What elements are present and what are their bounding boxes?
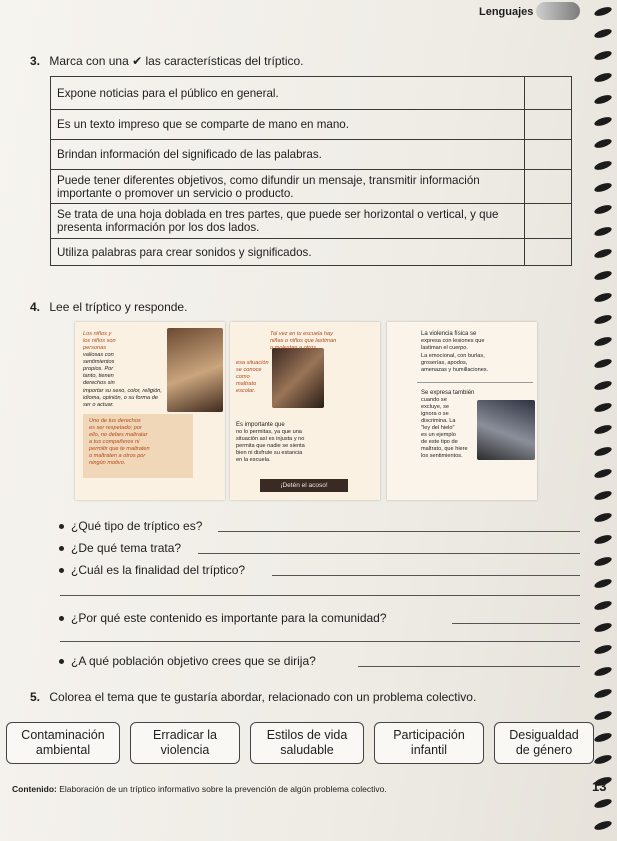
answer-line[interactable]	[272, 575, 580, 576]
footer-label: Contenido:	[12, 784, 57, 794]
spiral-ring	[593, 621, 612, 633]
subject-title: Lenguajes	[479, 6, 534, 18]
text-line: como	[236, 374, 250, 380]
text-line: Uno de tus derechos	[89, 418, 141, 424]
topic-option-participacion[interactable]	[374, 722, 484, 764]
text-line: bien ni disfrute su estancia	[236, 450, 303, 456]
spiral-ring	[593, 203, 612, 215]
option-line-2: de género	[515, 743, 573, 757]
spiral-ring	[593, 247, 612, 259]
text-line: maltrato, que hiere	[421, 446, 468, 452]
spiral-ring	[593, 665, 612, 677]
spiral-ring	[593, 137, 612, 149]
text-line: ser o actuar.	[83, 402, 114, 408]
text-line: ningún motivo.	[89, 460, 126, 466]
text-line: o molestan a otros.	[270, 345, 318, 351]
text-line: los niños son	[83, 338, 116, 344]
spiral-ring	[593, 379, 612, 391]
row-text: Utiliza palabras para crear sonidos y significados.	[51, 239, 525, 266]
spiral-ring	[593, 49, 612, 61]
check-box[interactable]	[525, 239, 572, 266]
text-line: derechos sin	[83, 380, 115, 386]
text-line: Se expresa también	[421, 390, 475, 396]
spiral-ring	[593, 797, 612, 809]
table-row	[51, 204, 572, 239]
table-row	[51, 140, 572, 170]
question-item: ¿Cuál es la finalidad del tríptico?	[71, 563, 246, 577]
spiral-ring	[593, 27, 612, 39]
spiral-ring	[593, 159, 612, 171]
text-line: tanto, tienen	[83, 373, 114, 379]
text-line: valiosas con	[83, 352, 114, 358]
triptych-image	[75, 322, 537, 500]
spiral-ring	[593, 5, 612, 17]
question-4-text: Lee el tríptico y responde.	[49, 300, 188, 314]
spiral-ring	[593, 687, 612, 699]
row-text: Brindan información del significado de las palabras.	[51, 140, 525, 170]
spiral-ring	[593, 225, 612, 237]
spiral-ring	[593, 335, 612, 347]
check-box[interactable]	[525, 140, 572, 170]
text-line: lastiman el cuerpo.	[421, 345, 468, 351]
answer-line[interactable]	[452, 623, 580, 624]
spiral-ring	[593, 291, 612, 303]
spiral-ring	[593, 753, 612, 765]
child-photo	[272, 348, 324, 408]
stop-bullying-banner: ¡Detén el acoso!	[260, 479, 348, 492]
spiral-ring	[593, 115, 612, 127]
text-line: sentimientos	[83, 359, 115, 365]
text-line: idioma, opinión, o su forma de	[83, 395, 158, 401]
option-line-2: violencia	[160, 743, 210, 757]
bullet	[59, 568, 64, 573]
answer-line[interactable]	[60, 641, 580, 642]
spiral-ring	[593, 423, 612, 435]
spiral-ring	[593, 401, 612, 413]
answer-line[interactable]	[198, 553, 580, 554]
child-photo	[167, 328, 223, 412]
bullet	[59, 659, 64, 664]
option-line-1: Estilos de vida	[266, 728, 348, 742]
text-line: Los niños y	[83, 331, 112, 337]
topic-option-estilos-de-vida[interactable]	[250, 722, 364, 764]
text-line: permita que nadie se sienta	[236, 443, 305, 449]
text-line: Tal vez en tu escuela hay	[270, 331, 333, 337]
text-line: o maltraten a otros por	[89, 453, 146, 459]
text-line: expresa con lesiones que	[421, 338, 485, 344]
text-line: "ley del hielo"	[421, 425, 455, 431]
spiral-ring	[593, 731, 612, 743]
text-line: amenazas y humillaciones.	[421, 367, 489, 373]
text-line: propios. Por	[83, 366, 114, 372]
question-4	[30, 300, 187, 314]
answer-line[interactable]	[218, 531, 580, 532]
divider	[417, 382, 533, 383]
text-line: a tus compañeros ni	[89, 439, 140, 445]
spiral-ring	[593, 511, 612, 523]
triptych-panel-left	[75, 322, 225, 500]
text-line: no lo permitas, ya que una	[236, 429, 302, 435]
spiral-ring	[593, 71, 612, 83]
text-line: es ser respetado; por	[89, 425, 142, 431]
spiral-ring	[593, 313, 612, 325]
text-line: de este tipo de	[421, 439, 458, 445]
page-number: 13	[592, 779, 607, 794]
answer-line[interactable]	[60, 595, 580, 596]
topic-option-violencia[interactable]	[130, 722, 240, 764]
spiral-ring	[593, 643, 612, 655]
triptych-panel-middle	[230, 322, 380, 500]
spiral-ring	[593, 533, 612, 545]
children-photo	[477, 400, 535, 460]
spiral-ring	[593, 93, 612, 105]
question-3	[30, 54, 304, 68]
characteristics-table	[50, 76, 572, 266]
text-line: es un ejemplo	[421, 432, 456, 438]
triptych-panel-right	[387, 322, 537, 500]
text-line: La violencia física se	[421, 331, 477, 337]
row-text: Se trata de una hoja doblada en tres partes, que puede ser horizontal o vertical, y que presenta información por los dos lados.	[51, 204, 525, 239]
spiral-ring	[593, 577, 612, 589]
table-row	[51, 239, 572, 266]
row-text: Puede tener diferentes objetivos, como difundir un mensaje, transmitir información importante o promover un servicio o producto.	[51, 170, 525, 204]
topic-option-contaminacion[interactable]	[6, 722, 120, 764]
option-line-1: Desigualdad	[509, 728, 579, 742]
question-item: ¿Por qué este contenido es importante para la comunidad?	[71, 611, 387, 625]
question-3-number: 3.	[30, 54, 41, 68]
footer	[12, 784, 387, 794]
spiral-ring	[593, 269, 612, 281]
text-line: Es importante que	[236, 422, 285, 428]
table-row	[51, 77, 572, 110]
subject-swoosh-decoration	[536, 2, 580, 20]
spiral-ring	[593, 819, 612, 831]
spiral-ring	[593, 357, 612, 369]
bullet	[59, 546, 64, 551]
text-line: ello, no debes maltratar	[89, 432, 148, 438]
check-box[interactable]	[525, 77, 572, 110]
text-line: permitir que te maltraten	[89, 446, 150, 452]
option-line-2: infantil	[410, 743, 448, 757]
spiral-ring	[593, 181, 612, 193]
spiral-ring	[593, 709, 612, 721]
text-line: importar su sexo, color, religión,	[83, 388, 162, 394]
check-box[interactable]	[525, 204, 572, 239]
question-4-number: 4.	[30, 300, 41, 314]
option-line-1: Participación	[393, 728, 465, 742]
text-line: escolar.	[236, 388, 256, 394]
answer-line[interactable]	[358, 666, 580, 667]
option-line-1: Erradicar la	[153, 728, 217, 742]
question-item: ¿De qué tema trata?	[71, 541, 182, 555]
question-3-text: Marca con una ✔ las características del tríptico.	[49, 54, 304, 68]
table-row	[51, 170, 572, 204]
spiral-ring	[593, 599, 612, 611]
question-item: ¿Qué tipo de tríptico es?	[71, 519, 203, 533]
option-line-2: saludable	[280, 743, 334, 757]
text-line: en la escuela.	[236, 457, 271, 463]
text-line: cuando se	[421, 397, 447, 403]
question-5	[30, 690, 476, 704]
spiral-binding	[594, 0, 614, 841]
spiral-ring	[593, 555, 612, 567]
row-text: Es un texto impreso que se comparte de mano en mano.	[51, 110, 525, 140]
text-line: niñas o niños que lastiman	[270, 338, 337, 344]
text-line: se conoce	[236, 367, 262, 373]
text-line: La emocional, con burlas,	[421, 353, 485, 359]
table-row	[51, 110, 572, 140]
check-box[interactable]	[525, 170, 572, 204]
text-line: excluye, se	[421, 404, 449, 410]
topic-option-desigualdad[interactable]	[494, 722, 594, 764]
spiral-ring	[593, 467, 612, 479]
question-item: ¿A qué población objetivo crees que se dirija?	[71, 654, 316, 668]
question-5-text: Colorea el tema que te gustaría abordar, relacionado con un problema colectivo.	[49, 690, 477, 704]
text-line: situación así es injusta y no	[236, 436, 305, 442]
text-line: ignora o se	[421, 411, 449, 417]
text-line: discrimina. La	[421, 418, 456, 424]
footer-text: Elaboración de un tríptico informativo sobre la prevención de algún problema colectivo.	[59, 784, 387, 794]
text-line: groserías, apodos,	[421, 360, 468, 366]
bullet	[59, 616, 64, 621]
spiral-ring	[593, 489, 612, 501]
text-line: maltrato	[236, 381, 257, 387]
question-5-number: 5.	[30, 690, 41, 704]
text-line: esa situación	[236, 360, 269, 366]
text-line: personas	[83, 345, 107, 351]
text-line: los sentimientos.	[421, 453, 463, 459]
bullet	[59, 524, 64, 529]
option-line-1: Contaminación	[21, 728, 105, 742]
option-line-2: ambiental	[35, 743, 91, 757]
row-text: Expone noticias para el público en general.	[51, 77, 525, 110]
spiral-ring	[593, 445, 612, 457]
check-box[interactable]	[525, 110, 572, 140]
